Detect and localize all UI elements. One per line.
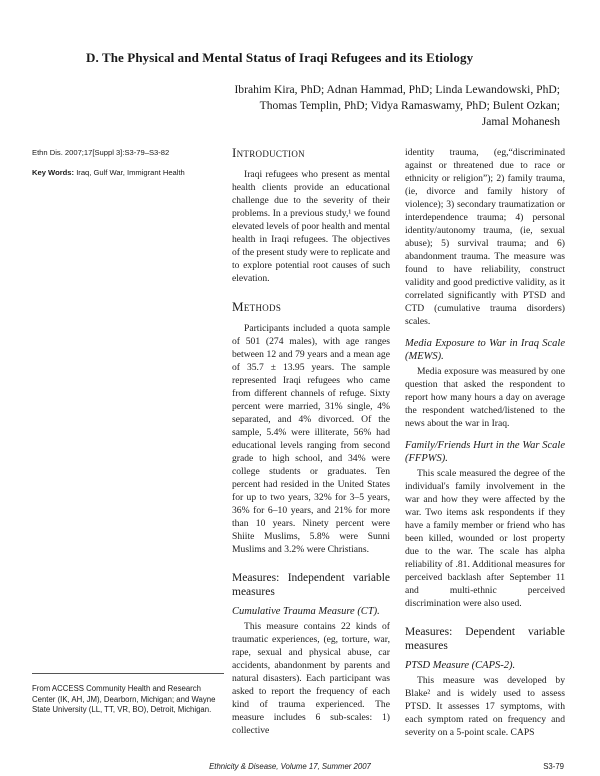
journal-name: Ethnicity & Disease, Volume 17, Summer 2007 — [209, 762, 371, 771]
ptsd-paragraph: This measure was developed by Blake² and is widely used to assess PTSD. It assesses 17 symptoms, with each symptom rated on frequency and severity on a 5-point scale. CAPS — [405, 675, 565, 738]
ptsd-heading: PTSD Measure (CAPS-2). — [405, 660, 516, 671]
introduction-paragraph: Iraqi refugees who present as mental health clients provide an educational challenge due to the severity of their problems. In a previous study,¹ we found elevated levels of poor health and mental health in Iraqi refugees. The objectives of the present study were to replicate and to explore potential root causes of such elevation. — [232, 169, 390, 284]
keywords-label: Key Words: — [32, 168, 75, 177]
ct-paragraph: This measure contains 22 kinds of traumatic experiences, (eg, torture, war, rape, sexual and physical abuse, car accidents, abandonment by parents and natural disasters). Each participant was asked to report the frequency of each kind of trauma experienced. The measure includes 6 sub-scales: 1) collective — [232, 621, 390, 736]
affiliation-note: From ACCESS Community Health and Research Center (IK, AH, JM), Dearborn, Michigan; and Wayne State University (LL, TT, VR, BO), Detroit, Michigan. — [32, 673, 224, 716]
keywords-text: Iraq, Gulf War, Immigrant Health — [76, 168, 185, 177]
ct-heading: Cumulative Trauma Measure (CT). — [232, 606, 380, 617]
ffpws-heading: Family/Friends Hurt in the War Scale (FFPWS). — [405, 440, 565, 464]
ffpws-paragraph: This scale measured the degree of the individual's family involvement in the war and how they were affected by the war. Two items ask respondents if they have a family member or friend who has been killed, wounded or lost property due to the war. The scale has alpha reliability of .81. Additional measures for perceived backlash after September 11 and multi-ethnic perceived discrimination were also used. — [405, 468, 565, 609]
keywords — [32, 168, 222, 178]
column-1 — [232, 146, 390, 737]
dependent-measures-heading: Measures: Dependent variable measures — [405, 626, 565, 652]
mews-heading: Media Exposure to War in Iraq Scale (MEWS). — [405, 338, 565, 362]
article-title: D. The Physical and Mental Status of Iraqi Refugees and its Etiology — [86, 50, 474, 65]
methods-paragraph: Participants included a quota sample of 501 (274 males), with age ranges between 12 and 79 years and a mean age of 35.7 ± 13.95 years. The sample represented Iraqi refugees who came from different channels of refuge. Sixty percent were married, 31% single, 4% separated, and 4% divorced. Of the sample, 5.4% were illiterate, 56% had educational levels ranging from second grade to high school, and 34% were college students or graduates. Ten percent had resided in the United States for up to two years, 32% for 3–5 years, 36% for 6–10 years, and 21% for more than 10 years. Ninety percent were Shiite Muslims, 5.8% were Sunni Muslims and 3.2% were Christians. — [232, 323, 390, 555]
introduction-heading: Introduction — [232, 145, 305, 160]
methods-heading: Methods — [232, 299, 282, 314]
author-line: Thomas Templin, PhD; Vidya Ramaswamy, PhD; Bulent Ozkan; — [259, 99, 560, 112]
author-line: Ibrahim Kira, PhD; Adnan Hammad, PhD; Linda Lewandowski, PhD; — [234, 83, 560, 96]
author-line: Jamal Mohanesh — [481, 115, 560, 128]
author-list — [200, 82, 560, 130]
independent-measures-heading: Measures: Independent variable measures — [232, 572, 390, 598]
citation: Ethn Dis. 2007;17[Suppl 3]:S3-79–S3-82 — [32, 148, 170, 157]
mews-paragraph: Media exposure was measured by one question that asked the respondent to report how many hours a day on average the respondent watched/listened to the news about the war in Iraq. — [405, 366, 565, 429]
page-number: S3-79 — [543, 762, 564, 771]
column-2 — [405, 146, 565, 739]
ct-continued-paragraph: identity trauma, (eg,“discriminated against or threatened due to race or ethnicity or religion”); 2) family trauma, (ie, divorce and family history of violence); 3) secondary traumatization or interdependence trauma; 4) personal identity/autonomy trauma, (ie, sexual abuse); 5) survival trauma; and 6) abandonment trauma. The measure was found to have reliability, construct validity and good predictive validity, as it correlated significantly with PTSD and CTD (cumulative trauma disorders) scales. — [405, 147, 565, 327]
